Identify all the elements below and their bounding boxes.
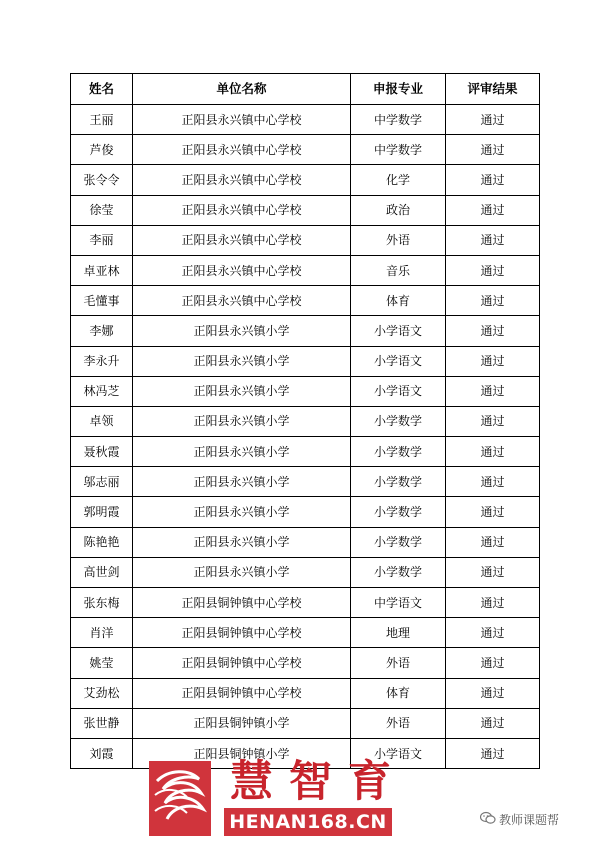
cell-name: 聂秋霞 xyxy=(71,437,133,467)
cell-unit: 正阳县永兴镇小学 xyxy=(133,497,351,527)
cell-name: 李丽 xyxy=(71,225,133,255)
cell-unit: 正阳县铜钟镇中心学校 xyxy=(133,588,351,618)
cell-result: 通过 xyxy=(446,648,540,678)
cell-name: 姚莹 xyxy=(71,648,133,678)
logo-swirl-graphic xyxy=(149,761,211,836)
cell-unit: 正阳县铜钟镇中心学校 xyxy=(133,648,351,678)
cell-result: 通过 xyxy=(446,135,540,165)
table-row xyxy=(71,255,540,285)
table-row xyxy=(71,105,540,135)
table-row xyxy=(71,648,540,678)
cell-unit: 正阳县永兴镇小学 xyxy=(133,346,351,376)
cell-unit: 正阳县铜钟镇小学 xyxy=(133,738,351,768)
cell-name: 郭明霞 xyxy=(71,497,133,527)
cell-result: 通过 xyxy=(446,225,540,255)
table-row xyxy=(71,225,540,255)
cell-name: 卓亚林 xyxy=(71,255,133,285)
cell-major: 小学数学 xyxy=(351,497,446,527)
table-row xyxy=(71,316,540,346)
logo-emblem xyxy=(149,761,211,836)
cell-unit: 正阳县永兴镇中心学校 xyxy=(133,286,351,316)
cell-result: 通过 xyxy=(446,165,540,195)
cell-name: 张世静 xyxy=(71,708,133,738)
cell-name: 高世剑 xyxy=(71,557,133,587)
table-row xyxy=(71,708,540,738)
table-row xyxy=(71,678,540,708)
header-name: 姓名 xyxy=(71,74,133,105)
cell-name: 毛懂事 xyxy=(71,286,133,316)
cell-result: 通过 xyxy=(446,255,540,285)
cell-major: 中学数学 xyxy=(351,135,446,165)
cell-unit: 正阳县永兴镇中心学校 xyxy=(133,195,351,225)
cell-result: 通过 xyxy=(446,286,540,316)
cell-unit: 正阳县铜钟镇中心学校 xyxy=(133,678,351,708)
table-row xyxy=(71,588,540,618)
table-row xyxy=(71,406,540,436)
cell-major: 小学语文 xyxy=(351,738,446,768)
review-result-table xyxy=(70,73,540,769)
cell-result: 通过 xyxy=(446,557,540,587)
cell-major: 小学语文 xyxy=(351,316,446,346)
account-name: 教师课题帮 xyxy=(499,813,560,827)
cell-name: 徐莹 xyxy=(71,195,133,225)
table-row xyxy=(71,195,540,225)
cell-major: 小学语文 xyxy=(351,346,446,376)
cell-name: 张东梅 xyxy=(71,588,133,618)
cell-result: 通过 xyxy=(446,708,540,738)
cell-result: 通过 xyxy=(446,195,540,225)
brand-domain: HENAN168.CN xyxy=(224,808,392,836)
cell-result: 通过 xyxy=(446,467,540,497)
cell-unit: 正阳县永兴镇小学 xyxy=(133,316,351,346)
cell-name: 张令令 xyxy=(71,165,133,195)
cell-name: 陈艳艳 xyxy=(71,527,133,557)
table-row xyxy=(71,165,540,195)
cell-major: 外语 xyxy=(351,648,446,678)
cell-name: 艾劲松 xyxy=(71,678,133,708)
brand-name-cn: 慧智育 xyxy=(230,757,407,807)
cell-major: 小学数学 xyxy=(351,527,446,557)
cell-major: 中学数学 xyxy=(351,105,446,135)
cell-unit: 正阳县永兴镇中心学校 xyxy=(133,255,351,285)
cell-major: 体育 xyxy=(351,678,446,708)
account-tag xyxy=(480,810,559,830)
table-row xyxy=(71,557,540,587)
cell-unit: 正阳县永兴镇小学 xyxy=(133,467,351,497)
cell-unit: 正阳县永兴镇中心学校 xyxy=(133,135,351,165)
header-unit: 单位名称 xyxy=(133,74,351,105)
cell-name: 芦俊 xyxy=(71,135,133,165)
table-row xyxy=(71,376,540,406)
cell-major: 体育 xyxy=(351,286,446,316)
cell-unit: 正阳县永兴镇小学 xyxy=(133,527,351,557)
cell-name: 邬志丽 xyxy=(71,467,133,497)
cell-unit: 正阳县永兴镇中心学校 xyxy=(133,165,351,195)
cell-unit: 正阳县永兴镇中心学校 xyxy=(133,105,351,135)
table-row xyxy=(71,467,540,497)
header-major: 申报专业 xyxy=(351,74,446,105)
table-row xyxy=(71,527,540,557)
cell-major: 小学语文 xyxy=(351,376,446,406)
cell-name: 卓领 xyxy=(71,406,133,436)
cell-result: 通过 xyxy=(446,618,540,648)
cell-unit: 正阳县铜钟镇小学 xyxy=(133,708,351,738)
cell-major: 小学数学 xyxy=(351,557,446,587)
cell-major: 政治 xyxy=(351,195,446,225)
cell-name: 王丽 xyxy=(71,105,133,135)
cell-result: 通过 xyxy=(446,406,540,436)
table-row xyxy=(71,346,540,376)
table-row xyxy=(71,618,540,648)
cell-unit: 正阳县永兴镇中心学校 xyxy=(133,225,351,255)
cell-name: 李永升 xyxy=(71,346,133,376)
cell-unit: 正阳县永兴镇小学 xyxy=(133,437,351,467)
cell-major: 音乐 xyxy=(351,255,446,285)
cell-unit: 正阳县永兴镇小学 xyxy=(133,406,351,436)
cell-major: 小学数学 xyxy=(351,467,446,497)
cell-major: 化学 xyxy=(351,165,446,195)
table-row xyxy=(71,135,540,165)
cell-name: 刘霞 xyxy=(71,738,133,768)
watermark-logo xyxy=(140,757,407,838)
table-body xyxy=(71,105,540,769)
table-row xyxy=(71,437,540,467)
cell-major: 中学语文 xyxy=(351,588,446,618)
header-result: 评审结果 xyxy=(446,74,540,105)
cell-major: 外语 xyxy=(351,708,446,738)
cell-name: 林冯芝 xyxy=(71,376,133,406)
cell-result: 通过 xyxy=(446,738,540,768)
cell-result: 通过 xyxy=(446,437,540,467)
cell-result: 通过 xyxy=(446,527,540,557)
cell-result: 通过 xyxy=(446,588,540,618)
table-row xyxy=(71,286,540,316)
wechat-icon xyxy=(480,811,496,831)
cell-result: 通过 xyxy=(446,346,540,376)
cell-unit: 正阳县铜钟镇中心学校 xyxy=(133,618,351,648)
table-header-row xyxy=(71,74,540,105)
table-row xyxy=(71,497,540,527)
cell-major: 外语 xyxy=(351,225,446,255)
cell-major: 地理 xyxy=(351,618,446,648)
cell-major: 小学数学 xyxy=(351,406,446,436)
cell-unit: 正阳县永兴镇小学 xyxy=(133,376,351,406)
cell-result: 通过 xyxy=(446,316,540,346)
cell-name: 肖洋 xyxy=(71,618,133,648)
cell-result: 通过 xyxy=(446,376,540,406)
cell-major: 小学数学 xyxy=(351,437,446,467)
cell-name: 李娜 xyxy=(71,316,133,346)
cell-result: 通过 xyxy=(446,105,540,135)
cell-result: 通过 xyxy=(446,497,540,527)
cell-result: 通过 xyxy=(446,678,540,708)
cell-unit: 正阳县永兴镇小学 xyxy=(133,557,351,587)
